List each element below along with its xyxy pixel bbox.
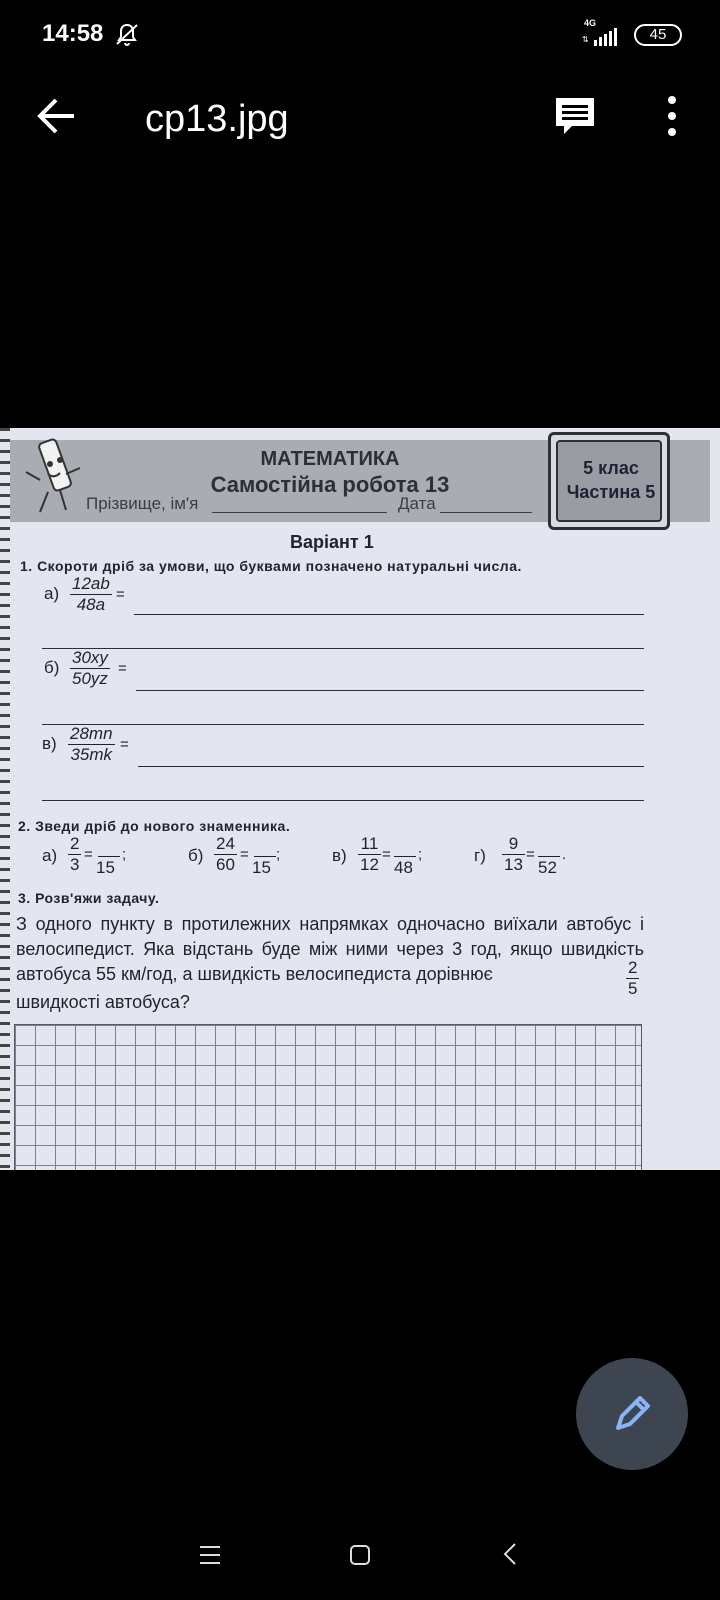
punctuation: ; bbox=[122, 846, 127, 863]
numerator-blank bbox=[254, 856, 276, 857]
pencil-mascot-icon bbox=[18, 430, 88, 520]
task3-problem bbox=[16, 912, 644, 987]
network-type: 4G bbox=[584, 18, 597, 28]
name-line bbox=[212, 512, 387, 513]
svg-text:⇅: ⇅ bbox=[582, 35, 589, 44]
app-bar bbox=[0, 80, 720, 170]
numerator-blank bbox=[98, 856, 120, 857]
signal-icon bbox=[582, 28, 622, 46]
date-line bbox=[440, 512, 532, 513]
answer-line bbox=[138, 766, 644, 767]
date-label: Дата bbox=[398, 494, 436, 513]
notebook-spiral bbox=[0, 428, 10, 1170]
equals-sign: = bbox=[116, 586, 125, 603]
back-arrow-icon[interactable] bbox=[32, 92, 80, 140]
task1-fraction: $\frac{12ab}{48a}$ bbox=[72, 574, 110, 614]
task2-item-label: г) bbox=[474, 846, 486, 865]
task2-fraction: $\frac{9}{13}$ bbox=[504, 834, 523, 874]
new-denominator: 52 bbox=[538, 858, 557, 877]
battery-icon: 45 bbox=[634, 24, 682, 46]
numerator-blank bbox=[538, 856, 560, 857]
equals-sign: = bbox=[526, 846, 535, 863]
equals-sign: = bbox=[120, 736, 129, 753]
subject-title: МАТЕМАТИКА bbox=[260, 448, 400, 470]
task3-text: 3. Розв'яжи задачу. bbox=[18, 890, 160, 906]
name-label: Прізвище, ім'я bbox=[86, 494, 199, 513]
clock: 14:58 bbox=[42, 20, 104, 47]
new-denominator: 48 bbox=[394, 858, 413, 877]
answer-line bbox=[42, 800, 644, 801]
new-denominator: 15 bbox=[252, 858, 271, 877]
task2-fraction: $\frac{2}{3}$ bbox=[70, 834, 80, 874]
edit-pencil-icon bbox=[610, 1392, 654, 1436]
punctuation: . bbox=[562, 846, 567, 863]
file-title: cp13.jpg bbox=[145, 98, 289, 140]
edit-button[interactable] bbox=[576, 1358, 688, 1470]
task2-fraction: $\frac{11}{12}$ bbox=[360, 834, 379, 874]
recents-menu-icon[interactable] bbox=[196, 1541, 224, 1569]
task2-fraction: $\frac{24}{60}$ bbox=[216, 834, 235, 874]
work-title: Самостійна робота 13 bbox=[210, 472, 450, 497]
problem-text: З одного пункту в протилежних напрямках одночасно виїхали автобус і велосипедист. Яка відстань буде між ними через 3 год, якщо швидкість автобуса 55 км/год, а швидкість велосипедиста дорівнює bbox=[16, 914, 644, 984]
task3-fraction: $\frac{2}{5}$ bbox=[628, 958, 638, 998]
part-label: Частина 5 bbox=[566, 482, 656, 502]
more-vert-icon[interactable] bbox=[650, 92, 694, 140]
grade-box bbox=[548, 432, 670, 530]
answer-line bbox=[134, 614, 644, 615]
task1-item-label: б) bbox=[44, 658, 60, 677]
punctuation: ; bbox=[276, 846, 281, 863]
back-chevron-icon[interactable] bbox=[496, 1539, 526, 1569]
equals-sign: = bbox=[84, 846, 93, 863]
comment-icon[interactable] bbox=[550, 90, 600, 140]
answer-line bbox=[42, 648, 644, 649]
home-square-icon[interactable] bbox=[346, 1541, 374, 1569]
problem-end: швидкості автобуса? bbox=[16, 992, 190, 1012]
equals-sign: = bbox=[118, 660, 127, 677]
task1-item-label: в) bbox=[42, 734, 57, 753]
navigation-bar bbox=[0, 1525, 720, 1600]
grade-label: 5 клас bbox=[583, 458, 639, 478]
equals-sign: = bbox=[382, 846, 391, 863]
variant-title: Варіант 1 bbox=[290, 532, 374, 552]
equals-sign: = bbox=[240, 846, 249, 863]
task2-item-label: в) bbox=[332, 846, 347, 865]
task1-text: 1. Скороти дріб за умови, що буквами позначено натуральні числа. bbox=[20, 558, 522, 574]
task1-fraction: $\frac{30xy}{50yz}$ bbox=[72, 648, 108, 688]
worksheet-photo[interactable] bbox=[0, 428, 720, 1170]
answer-line bbox=[136, 690, 644, 691]
status-bar bbox=[0, 0, 720, 70]
numerator-blank bbox=[394, 856, 416, 857]
answer-grid bbox=[14, 1024, 642, 1170]
new-denominator: 15 bbox=[96, 858, 115, 877]
task2-item-label: б) bbox=[188, 846, 204, 865]
task1-item-label: а) bbox=[44, 584, 60, 603]
punctuation: ; bbox=[418, 846, 423, 863]
task2-item-label: а) bbox=[42, 846, 58, 865]
task2-text: 2. Зведи дріб до нового знаменника. bbox=[18, 818, 291, 834]
task1-fraction: $\frac{28mn}{35mk}$ bbox=[70, 724, 113, 764]
answer-line bbox=[42, 724, 644, 725]
notifications-off-icon bbox=[114, 22, 140, 48]
